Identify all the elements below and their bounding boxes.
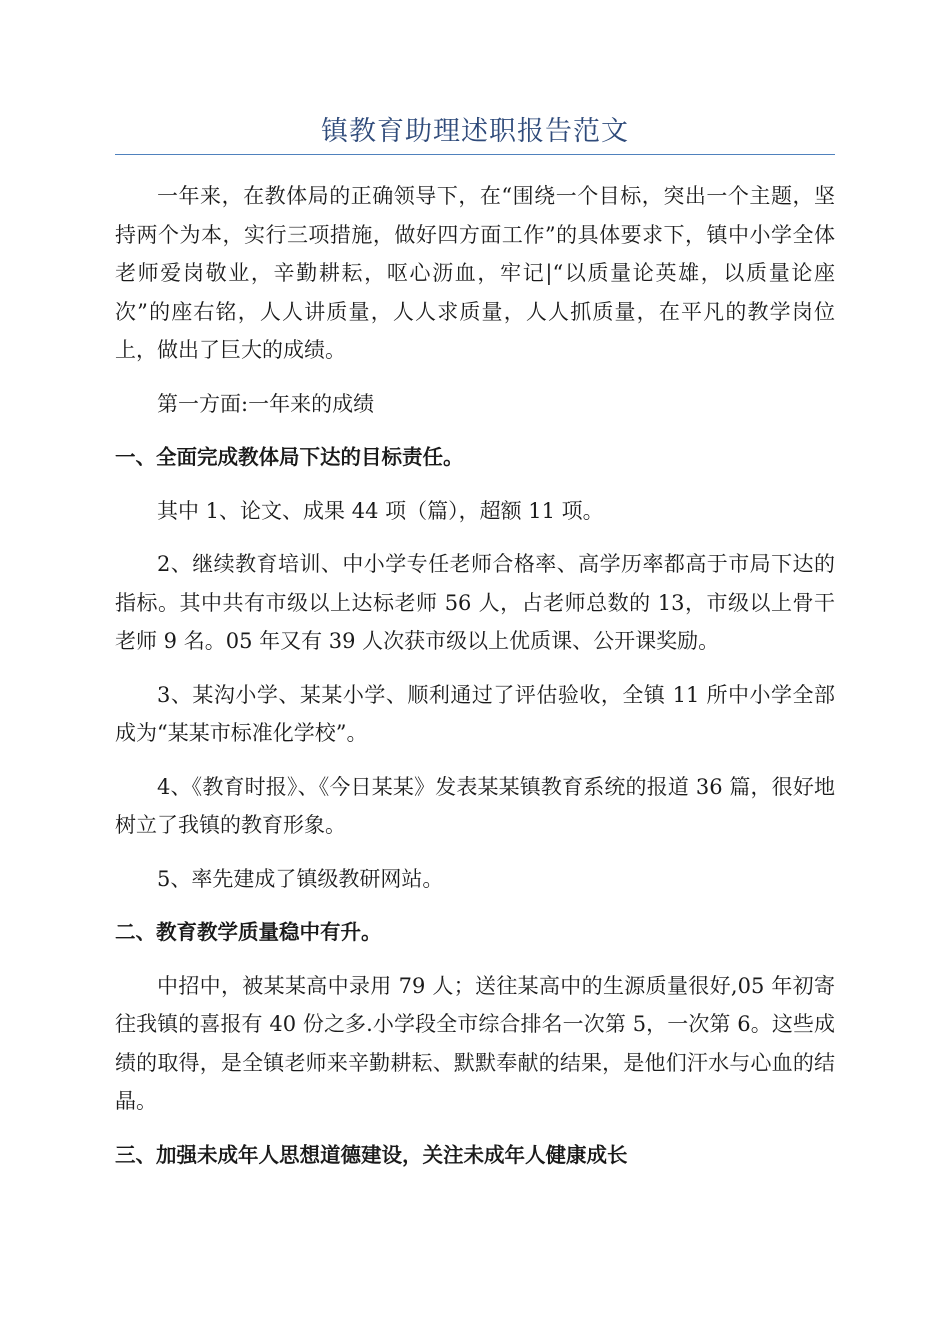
section-heading-2: 二、教育教学质量稳中有升。 (115, 920, 382, 944)
item-paragraph-2: 2、继续教育培训、中小学专任老师合格率、高学历率都高于市局下达的指标。其中共有市级以上达标老师 56 人，占老师总数的 13，市级以上骨干老师 9 名。05 年又有 39 人次获市级以上优质课、公开课奖励。 (115, 552, 835, 653)
section-heading-3: 三、加强未成年人思想道德建设，关注未成年人健康成长 (115, 1142, 628, 1167)
document-body (115, 177, 835, 1189)
quality-paragraph: 中招中，被某某高中录用 79 人；送往某高中的生源质量很好,05 年初寄往我镇的喜报有 40 份之多.小学段全市综合排名一次第 5，一次第 6。这些成绩的取得，是全镇老师来辛勤耕耘、默默奉献的结果，是他们汗水与心血的结晶。 (115, 973, 835, 1113)
item-paragraph-3: 3、某沟小学、某某小学、顺利通过了评估验收，全镇 11 所中小学全部成为“某某市标准化学校”。 (115, 682, 835, 745)
intro-paragraph: 一年来，在教体局的正确领导下，在“围绕一个目标，突出一个主题，坚持两个为本，实行三项措施，做好四方面工作”的具体要求下，镇中小学全体老师爱岗敬业，辛勤耕耘，呕心沥血，牢记|“以质量论英雄，以质量论座次”的座右铭，人人讲质量，人人求质量，人人抓质量，在平凡的教学岗位上，做出了巨大的成绩。 (115, 184, 835, 362)
item-paragraph-4: 4、《教育时报》、《今日某某》发表某某镇教育系统的报道 36 篇，很好地树立了我镇的教育形象。 (115, 774, 835, 837)
item-paragraph-1: 其中 1、论文、成果 44 项（篇），超额 11 项。 (157, 498, 604, 523)
document-title: 镇教育助理述职报告范文 (321, 116, 629, 147)
section-label: 第一方面:一年来的成绩 (157, 391, 375, 416)
title-underline (115, 154, 835, 155)
item-paragraph-5: 5、率先建成了镇级教研网站。 (157, 866, 444, 891)
section-heading-1: 一、全面完成教体局下达的目标责任。 (115, 445, 464, 469)
